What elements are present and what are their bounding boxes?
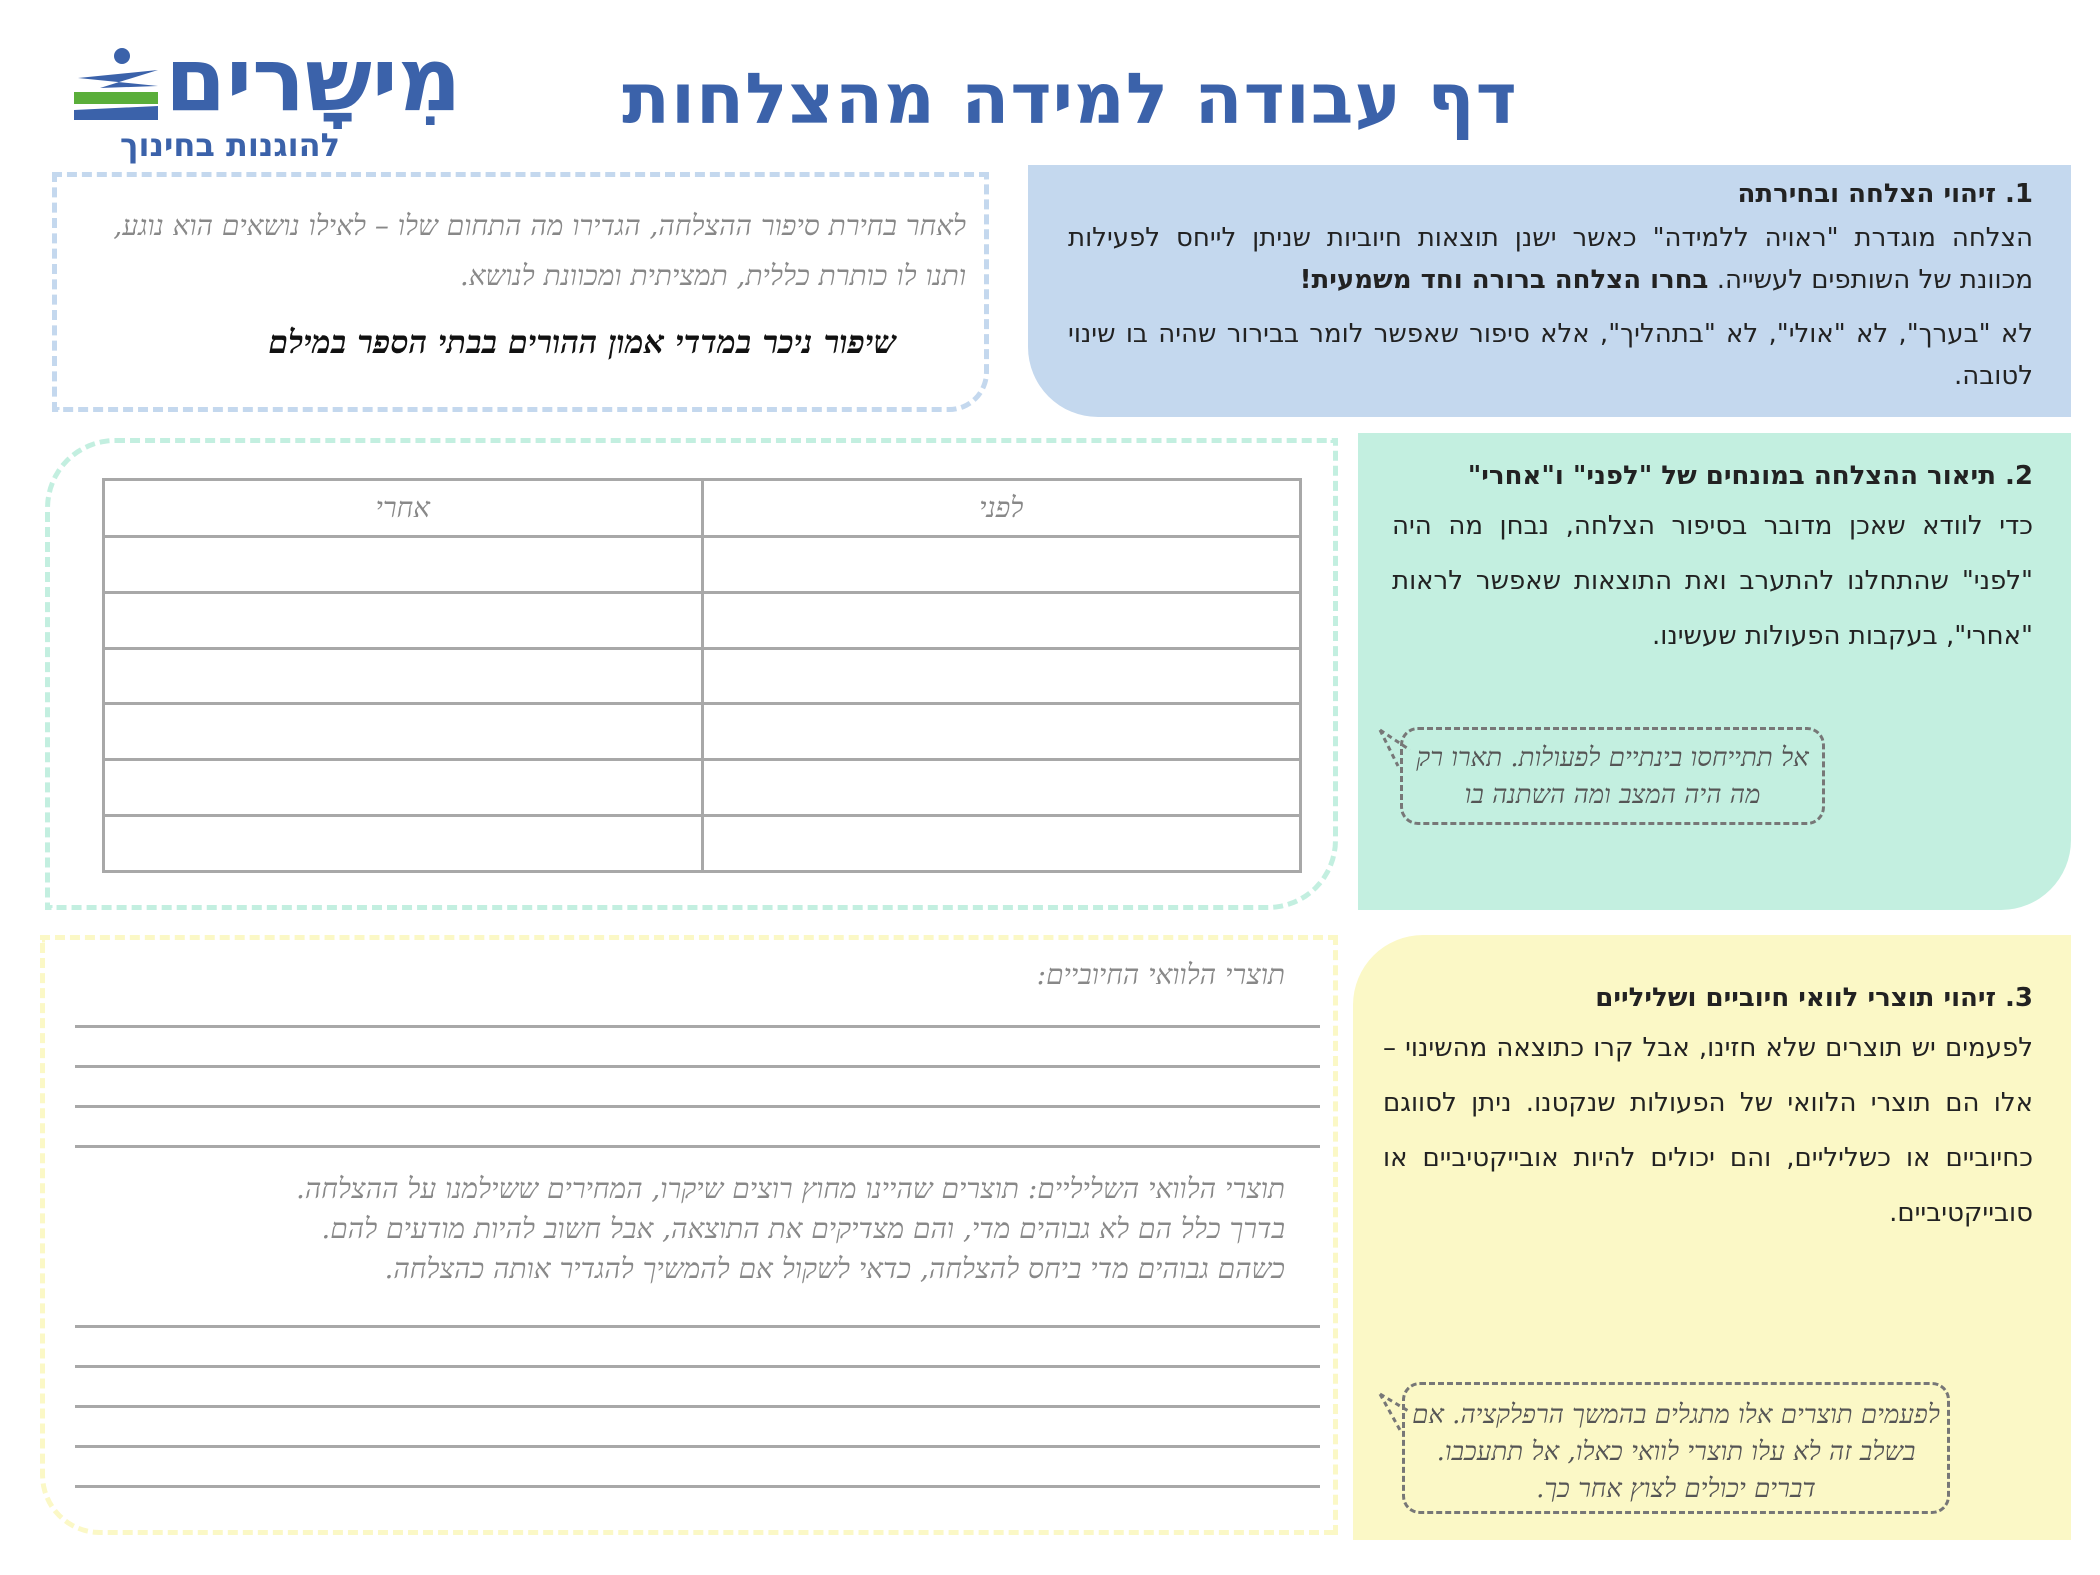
write-line[interactable]	[75, 1325, 1320, 1328]
after-cell[interactable]	[104, 648, 703, 704]
chosen-story-text[interactable]: שיפור ניכר במדדי אמון ההורים בבתי הספר במילם	[268, 323, 896, 361]
after-cell[interactable]	[104, 592, 703, 648]
before-cell[interactable]	[702, 537, 1301, 593]
section-2-tip-text: אל תתייחסו בינתיים לפעולות. תארו רק מה היה המצב ומה השתנה בו	[1416, 743, 1809, 810]
before-cell[interactable]	[702, 816, 1301, 872]
write-line[interactable]	[75, 1365, 1320, 1368]
table-row	[104, 648, 1301, 704]
byproducts-box	[40, 935, 1338, 1535]
logo-subtitle: להוגנות בחינוך	[120, 126, 340, 164]
negative-byproducts-hint-1: תוצרי הלוואי השליליים: תוצרים שהיינו מחוץ רוצים שיקרו, המחירים ששילמנו על ההצלחה.	[295, 1172, 1285, 1205]
after-cell[interactable]	[104, 816, 703, 872]
logo	[70, 28, 490, 168]
bubble-tail-icon	[1378, 1392, 1412, 1432]
section-3-text: לפעמים יש תוצרים שלא חזינו, אבל קרו כתוצאה מהשינוי – אלו הם תוצרי הלוואי של הפעולות שנקטנו. ניתן לסווגם כחיוביים או כשליליים, והם יכולים להיות אובייקטיביים או סובייקטיביים.	[1383, 1033, 2033, 1228]
write-line[interactable]	[75, 1105, 1320, 1108]
story-choice-hint: לאחר בחירת סיפור ההצלחה, הגדירו מה התחום שלו – לאילו נושאים הוא נוגע, ותנו לו כותרת כללית, תמציתית ומכוונת לנושא.	[113, 209, 966, 292]
after-cell[interactable]	[104, 704, 703, 760]
bubble-tail-icon	[1378, 728, 1412, 768]
section-1-text-b: לא "בערך", לא "אולי", לא "בתהליך", אלא סיפור שאפשר לומר בבירור שהיה בו שינוי לטובה.	[1068, 319, 2033, 391]
section-2-text: כדי לוודא שאכן מדובר בסיפור הצלחה, נבחן מה היה "לפני" שהתחלנו להתערב ואת התוצאות שאפשר לראות "אחרי", בעקבות הפעולות שעשינו.	[1392, 511, 2033, 651]
column-before: לפני	[702, 480, 1301, 537]
write-line[interactable]	[75, 1445, 1320, 1448]
page-title: דף עבודה למידה מהצלחות	[622, 58, 1518, 140]
before-cell[interactable]	[702, 760, 1301, 816]
section-1-title: 1. זיהוי הצלחה ובחירתה	[1737, 179, 2033, 209]
story-choice-box	[52, 172, 989, 412]
section-3-tip-bubble	[1402, 1382, 1950, 1514]
write-line[interactable]	[75, 1405, 1320, 1408]
logo-mark-icon	[70, 48, 165, 128]
after-cell[interactable]	[104, 537, 703, 593]
write-line[interactable]	[75, 1025, 1320, 1028]
section-1-panel	[1028, 165, 2071, 417]
section-2-tip-bubble	[1400, 727, 1825, 825]
table-row	[104, 816, 1301, 872]
positive-byproducts-label: תוצרי הלוואי החיוביים:	[1036, 958, 1285, 991]
section-2-title: 2. תיאור ההצלחה במונחים של "לפני" ו"אחרי"	[1467, 461, 2033, 491]
table-row	[104, 592, 1301, 648]
logo-name: מִישָרים	[165, 28, 462, 131]
before-after-table	[102, 478, 1302, 873]
table-header-row	[104, 480, 1301, 537]
before-cell[interactable]	[702, 592, 1301, 648]
before-after-box	[45, 438, 1338, 910]
column-after: אחרי	[104, 480, 703, 537]
section-3-title: 3. זיהוי תוצרי לוואי חיוביים ושליליים	[1595, 983, 2033, 1013]
section-2-panel	[1358, 433, 2071, 910]
section-1-text-a-bold: בחרו הצלחה ברורה וחד משמעית!	[1299, 265, 1709, 295]
after-cell[interactable]	[104, 760, 703, 816]
negative-byproducts-hint-2: בדרך כלל הם לא גבוהים מדי, והם מצדיקים את התוצאה, אבל חשוב להיות מודעים להם.	[321, 1212, 1285, 1245]
write-line[interactable]	[75, 1145, 1320, 1148]
section-3-tip-text: לפעמים תוצרים אלו מתגלים בהמשך הרפלקציה. אם בשלב זה לא עלו תוצרי לוואי כאלו, אל תתעכבו. דברים יכולים לצוץ אחר כך.	[1412, 1400, 1940, 1504]
table-row	[104, 537, 1301, 593]
write-line[interactable]	[75, 1485, 1320, 1488]
section-1-text-a	[1068, 217, 2033, 301]
before-cell[interactable]	[702, 648, 1301, 704]
before-cell[interactable]	[702, 704, 1301, 760]
write-line[interactable]	[75, 1065, 1320, 1068]
table-row	[104, 704, 1301, 760]
negative-byproducts-hint-3: כשהם גבוהים מדי ביחס להצלחה, כדאי לשקול אם להמשיך להגדיר אותה כהצלחה.	[384, 1252, 1285, 1285]
section-1-text-a-plain: הצלחה מוגדרת "ראויה ללמידה" כאשר ישנן תוצאות חיוביות שניתן לייחס לפעילות מכוונת של השותפים לעשייה.	[1068, 223, 2033, 295]
table-row	[104, 760, 1301, 816]
